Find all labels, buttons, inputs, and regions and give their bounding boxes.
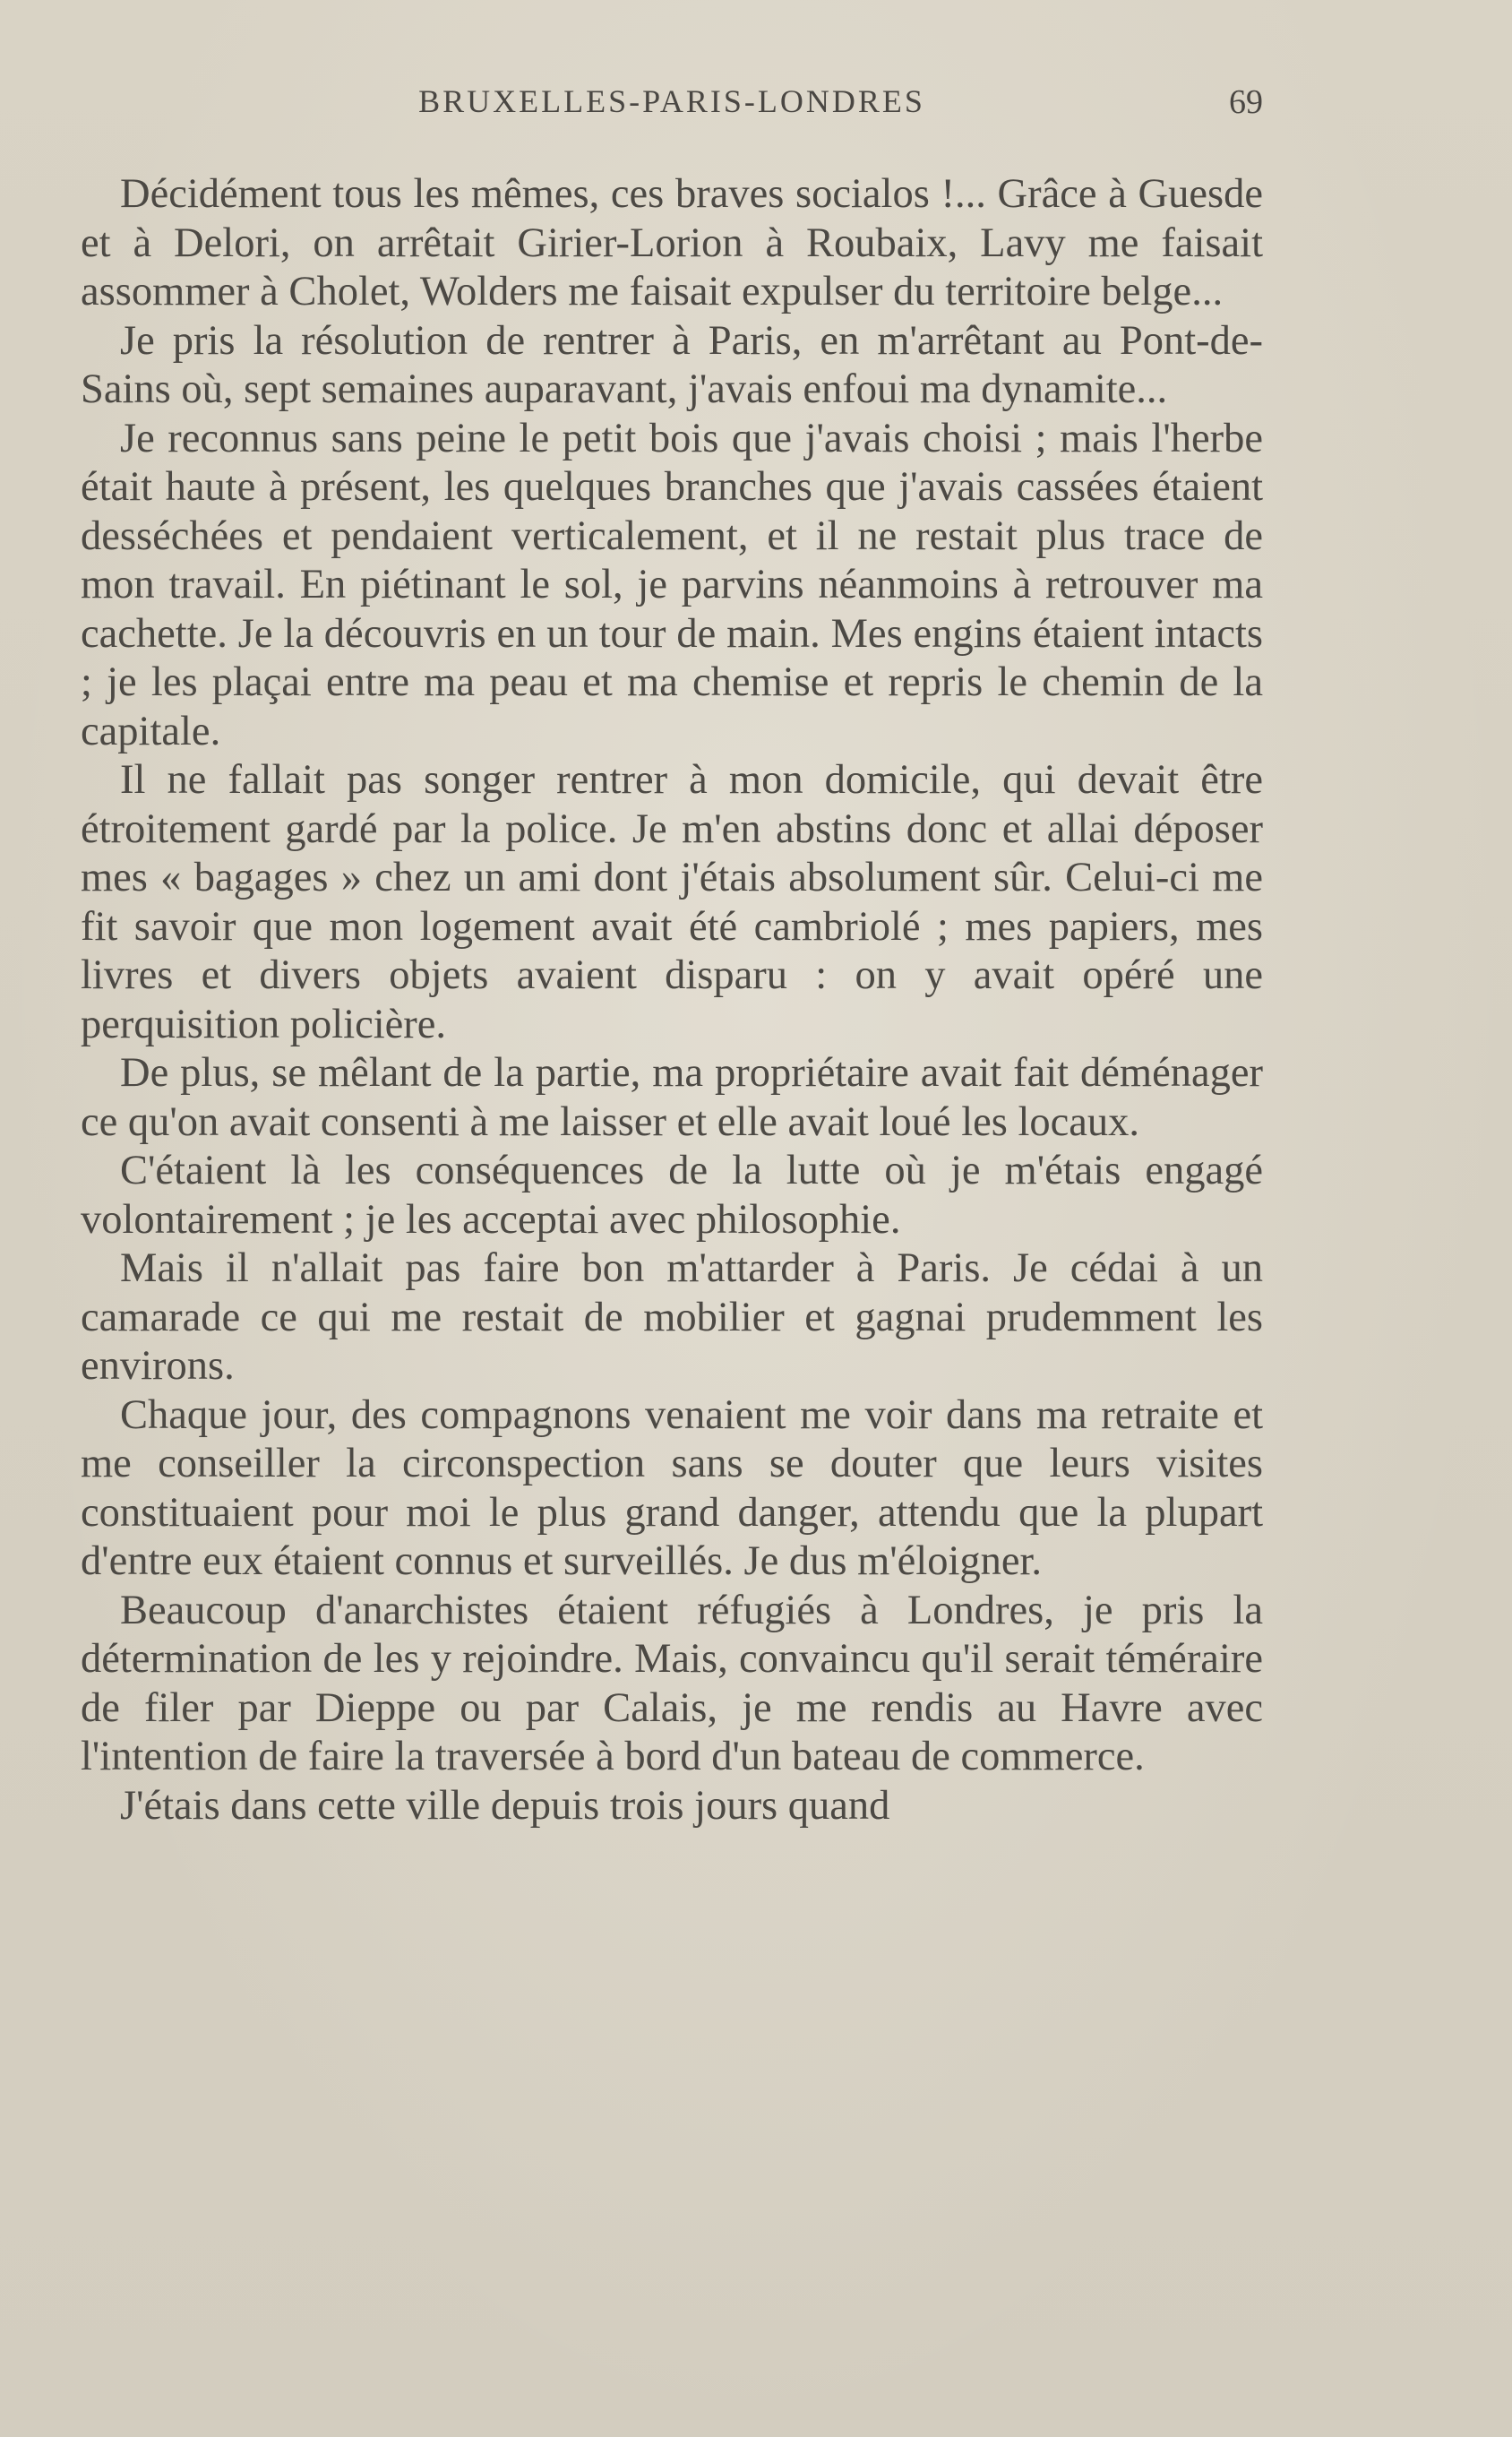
paragraph: De plus, se mêlant de la partie, ma propriétaire avait fait déménager ce qu'on avait consenti à me laisser et elle avait loué les locaux. [81, 1050, 1263, 1145]
paragraph: C'étaient là les conséquences de la lutte où je m'étais engagé volontairement ; je les acceptai avec philosophie. [81, 1148, 1263, 1243]
running-title: BRUXELLES-PARIS-LONDRES [418, 83, 925, 119]
paragraph: Je pris la résolution de rentrer à Paris, en m'arrêtant au Pont-de-Sains où, sept semaines auparavant, j'avais enfoui ma dynamite... [81, 317, 1263, 412]
paragraph: Beaucoup d'anarchistes étaient réfugiés à Londres, je pris la détermination de les y rejoindre. Mais, convaincu qu'il serait téméraire de filer par Dieppe ou par Calais, je me rendis au Havre avec l'intention de faire la traversée à bord d'un bateau de commerce. [81, 1587, 1263, 1779]
paragraph: Décidément tous les mêmes, ces braves socialos !... Grâce à Guesde et à Delori, on arrêtait Girier-Lorion à Roubaix, Lavy me faisait assommer à Cholet, Wolders me faisait expulser du territoire belge... [81, 171, 1263, 314]
paragraph: Chaque jour, des compagnons venaient me voir dans ma retraite et me conseiller la circonspection sans se douter que leurs visites constituaient pour moi le plus grand danger, attendu que la plupart d'entre eux étaient connus et surveillés. Je dus m'éloigner. [81, 1391, 1263, 1584]
running-head [81, 82, 1263, 127]
paragraph: Mais il n'allait pas faire bon m'attarder à Paris. Je cédai à un camarade ce qui me restait de mobilier et gagnai prudemment les environs. [81, 1245, 1263, 1389]
paragraph: Il ne fallait pas songer rentrer à mon domicile, qui devait être étroitement gardé par la police. Je m'en abstins donc et allai déposer mes « bagages » chez un ami dont j'étais absolument sûr. Celui-ci me fit savoir que mon logement avait été cambriolé ; mes papiers, mes livres et divers objets avaient disparu : on y avait opéré une perquisition policière. [81, 757, 1263, 1047]
paragraph-last: J'étais dans cette ville depuis trois jours quand [120, 1782, 890, 1829]
paragraph: Je reconnus sans peine le petit bois que j'avais choisi ; mais l'herbe était haute à présent, les quelques branches que j'avais cassées étaient desséchées et pendaient verticalement, et il ne restait plus trace de mon travail. En piétinant le sol, je parvins néanmoins à retrouver ma cachette. Je la découvris en un tour de main. Mes engins étaient intacts ; je les plaçai entre ma peau et ma chemise et repris le chemin de la capitale. [81, 415, 1263, 754]
page-number: 69 [1229, 83, 1263, 121]
body-text [81, 170, 1263, 1830]
